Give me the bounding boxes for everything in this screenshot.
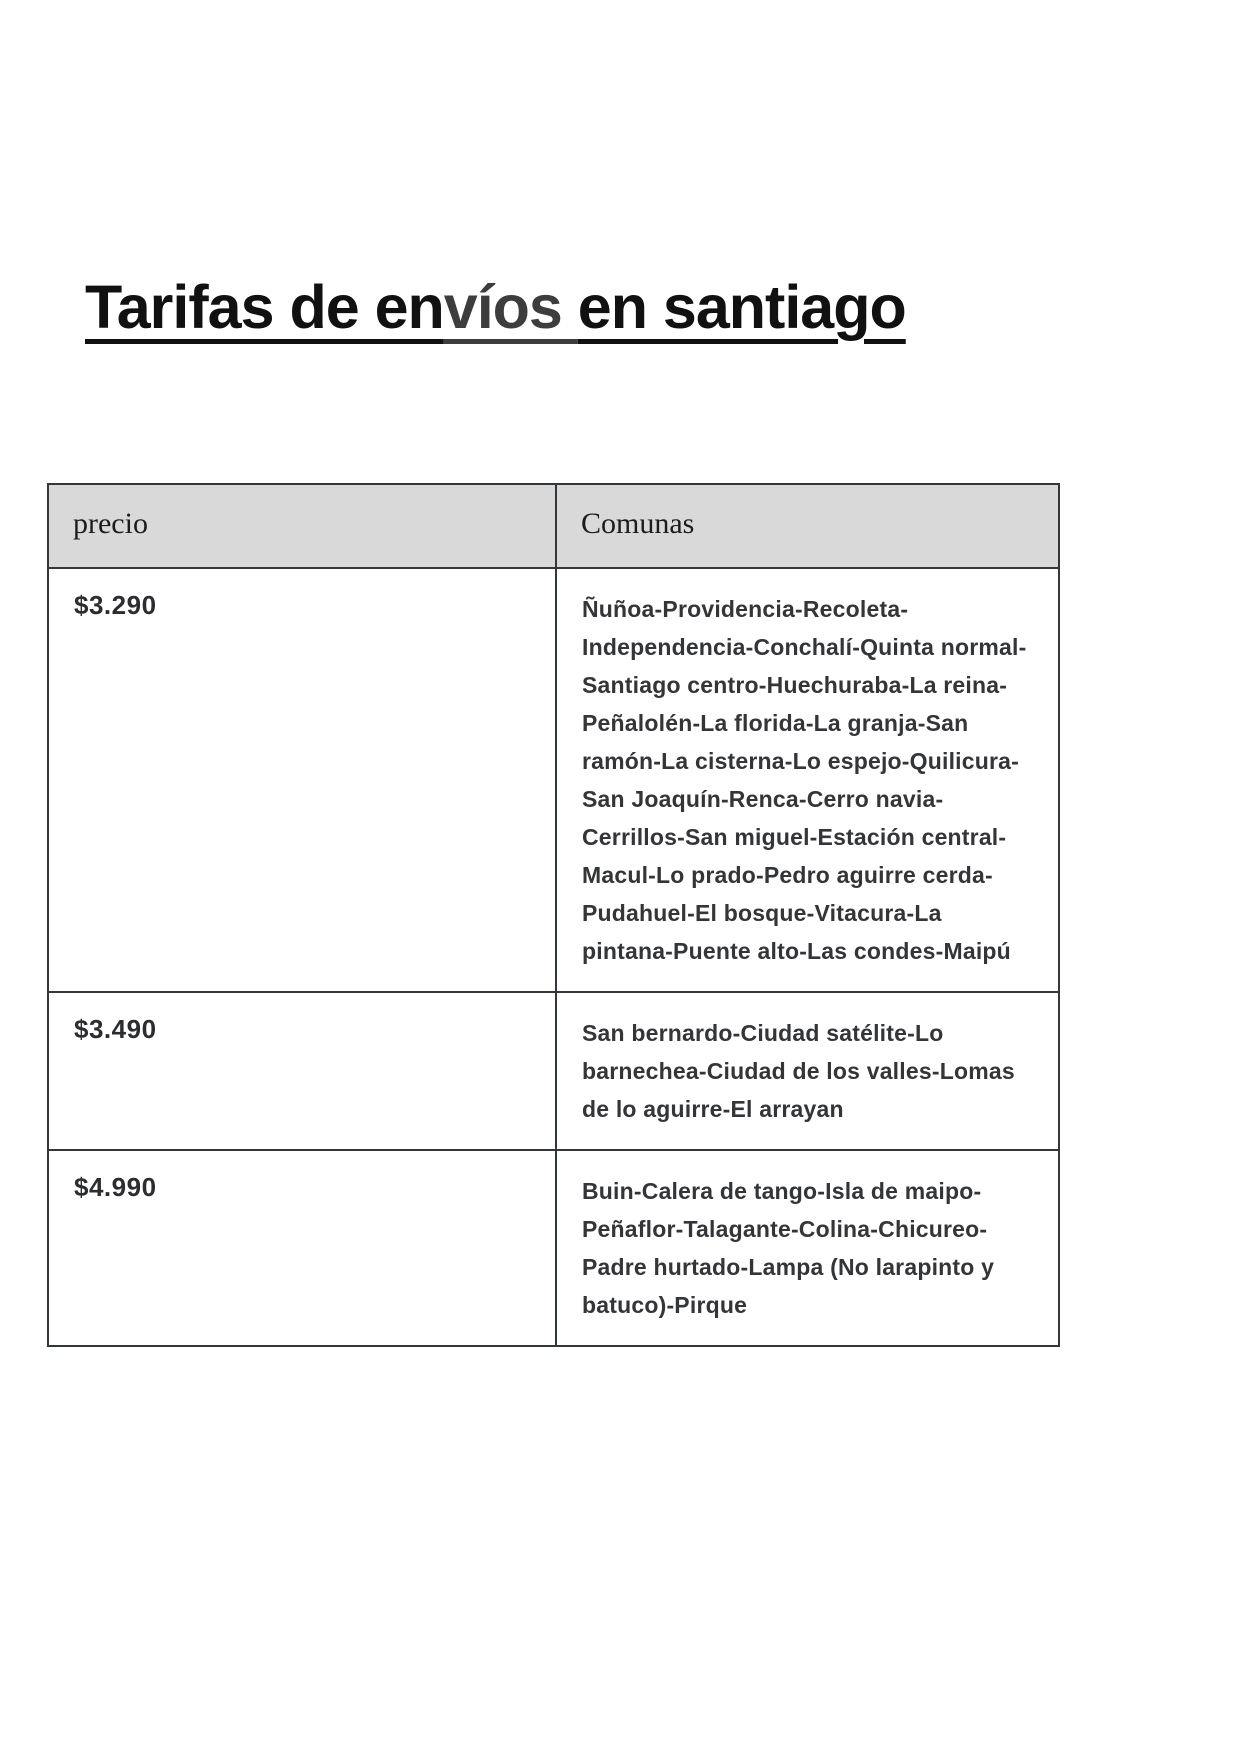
price-value: $3.490 <box>48 992 556 1150</box>
column-header-comunas: Comunas <box>556 484 1059 568</box>
table-row <box>48 992 1059 1150</box>
page-title-part-1: Tarifas de en <box>85 273 444 341</box>
shipping-rates-table <box>47 483 1060 1347</box>
column-header-price: precio <box>48 484 556 568</box>
table-row <box>48 568 1059 992</box>
table-header-row <box>48 484 1059 568</box>
price-value: $4.990 <box>48 1150 556 1346</box>
comunas-list: Ñuñoa-Providencia-Recoleta-Independencia-Conchalí-Quinta normal-Santiago centro-Huechuraba-La reina-Peñalolén-La florida-La granja-San ramón-La cisterna-Lo espejo-Quilicura-San Joaquín-Renca-Cerro navia-Cerrillos-San miguel-Estación central-Macul-Lo prado-Pedro aguirre cerda-Pudahuel-El bosque-Vitacura-La pintana-Puente alto-Las condes-Maipú <box>556 568 1059 992</box>
comunas-list: Buin-Calera de tango-Isla de maipo-Peñaflor-Talagante-Colina-Chicureo-Padre hurtado-Lampa (No larapinto y batuco)-Pirque <box>556 1150 1059 1346</box>
comunas-list: San bernardo-Ciudad satélite-Lo barnechea-Ciudad de los valles-Lomas de lo aguirre-El arrayan <box>556 992 1059 1150</box>
page-title-part-3: en santiago <box>577 273 906 341</box>
page-title <box>85 272 906 342</box>
price-value: $3.290 <box>48 568 556 992</box>
table-row <box>48 1150 1059 1346</box>
page-title-part-2: víos <box>443 273 578 341</box>
